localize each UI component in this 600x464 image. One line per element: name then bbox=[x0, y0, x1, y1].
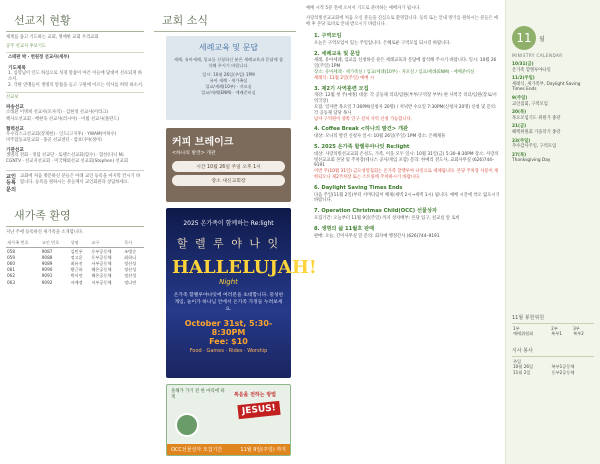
news-column bbox=[302, 0, 504, 464]
org-line-1: 생명의 전화 · 정립 선교단 · 토랜스선교회(함수) · 합선(다니 N) bbox=[6, 153, 124, 159]
cell: 9088 bbox=[41, 254, 53, 260]
prayer-label: 기도제목 bbox=[8, 65, 26, 71]
table-row bbox=[512, 331, 594, 337]
cell: 061 bbox=[7, 267, 15, 273]
cell: 서부공동체 bbox=[91, 261, 112, 267]
missionary-block bbox=[6, 55, 144, 89]
meal-title: 식사 봉사 bbox=[512, 347, 594, 357]
sent-line-2: 헥사오선교회 · 배현욱 선교사(러시아) · 이범 선교사(폴란드) bbox=[6, 116, 120, 122]
news-item-heading: 1. 구역모임 bbox=[314, 33, 342, 39]
news-item-heading: 8. 생명의 삶 11월호 판매 bbox=[314, 225, 375, 232]
cell: 9087 bbox=[41, 248, 53, 254]
cell: 서부공동체 bbox=[91, 279, 112, 285]
occ-right-text: 복음을 전하는 방법 bbox=[233, 392, 276, 398]
occ-left-text: 올해가 가기 전 한 마리에 하게 bbox=[171, 389, 225, 400]
duty-title: 11월 봉헌위원 bbox=[512, 314, 594, 324]
cell: 062 bbox=[7, 273, 15, 279]
cell: 9090 bbox=[41, 267, 53, 273]
ministry-calendar bbox=[505, 0, 600, 464]
cell: 복부2 bbox=[573, 331, 584, 337]
cell: 박서연 bbox=[70, 273, 83, 279]
cell: 동부공동체 bbox=[91, 254, 112, 260]
news-item-body: 모집기간: 오늘부터 11월 9일(주일) 까지 상자배부: 본당 입구, 친교실 앞 로비 bbox=[314, 215, 460, 221]
cell: 주일 bbox=[513, 358, 522, 364]
church-news-title: 교회 소식 bbox=[154, 4, 296, 32]
news-item-heading: 5. 2025 온가족 할렐루야나잇 Re:light bbox=[314, 143, 410, 150]
news-item bbox=[314, 127, 500, 140]
hallelujah-fee: Fee: $10 bbox=[209, 337, 248, 346]
left-column bbox=[0, 0, 150, 464]
col-parish: 교구 bbox=[90, 239, 123, 248]
prayer-item-2: 2. 각판 연맹들이 생명의 말씀을 들고 구원에 이르는 역사를 허락 하소서. bbox=[8, 83, 144, 89]
cell: 9089 bbox=[41, 261, 53, 267]
news-item-alert: 이번 주(10월 31일) 금요성령집회는 온가족 할렐루야 나잇으로 대체됩니다. 본당 주차장 사용이 제한되오니 제2주차장 또는 스트릿에 주차하시기 바랍니다. bbox=[314, 169, 499, 180]
event-text: 추수감사주일, 구역모임 bbox=[512, 144, 557, 150]
news-item bbox=[314, 227, 500, 240]
coffee-break-heading: 커피 브레이크 bbox=[172, 137, 234, 148]
news-item bbox=[314, 87, 500, 123]
cell: 서예정 bbox=[70, 279, 83, 285]
calendar-event bbox=[512, 110, 594, 121]
cell: 해온공동체 bbox=[91, 267, 112, 273]
baptism-ad-heading: 세례교육 및 문답 bbox=[198, 43, 259, 52]
calendar-event bbox=[512, 139, 594, 150]
support-line-1: 우수리스크선교회(강제현) · 인도(고지후) · YWAM(이하우) bbox=[6, 131, 117, 137]
calendar-event bbox=[512, 124, 594, 135]
missionary-name: 스테판 박 · 헌원정 선교사(세부) bbox=[8, 55, 70, 61]
news-item-body: 개강: 12월 첫 주(예정) 대상: 각 공동체 리더/임원(부부/구역장 부부) 한 사역국 리더/임원(장로/서역국장) bbox=[314, 93, 497, 105]
calendar-event bbox=[512, 96, 594, 107]
cell: 예배위원회 bbox=[513, 331, 534, 337]
occ-ad[interactable] bbox=[166, 384, 291, 456]
cell: 최유진 bbox=[70, 261, 83, 267]
sent-label: 파송선교 bbox=[6, 105, 24, 111]
table-row bbox=[6, 248, 144, 255]
hallelujah-night: Night bbox=[219, 278, 238, 286]
event-text: 온가족 할렐루야나잇 bbox=[512, 67, 551, 73]
hallelujah-desc: 온가족 할렐루야나잇에 여러분을 초대합니다. 풍성한 게임, 놀이가 하나님 안에서 온가족 가정들 누려보세요. bbox=[173, 293, 284, 312]
cell: 058 bbox=[7, 248, 15, 254]
event-date: 23(주일) bbox=[512, 138, 531, 144]
baptism-ad-date: 일시: 10월 26일(주일) 1PM bbox=[202, 72, 255, 77]
news-item-sub: 모집: 일자반 목요일 7:30PM(신청자 20명) / 저녁반 수요일 7:30PM(신청자 20명) 신청 및 문의: 각 공동체 담당 목사 bbox=[314, 104, 497, 116]
event-text: 헤렉위원회 가을학기 종강 bbox=[512, 129, 561, 135]
table-row bbox=[6, 279, 144, 285]
hallelujah-korean: 할 렐 루 야 나 잇 bbox=[176, 237, 281, 250]
register-box bbox=[6, 170, 144, 194]
newcomers-intro: 지난 주에 등록하신 새가족을 소개합니다. bbox=[6, 230, 84, 236]
hallelujah-top: 2025 온가족이 함께하는 Re:light bbox=[183, 220, 274, 227]
col-pastor: 목사 bbox=[123, 239, 144, 248]
cell: 최하나 bbox=[124, 254, 137, 260]
calendar-month-badge: 11 bbox=[512, 26, 536, 50]
baptism-ad-place-3: 입교/세례(ENM) · 예배준비실 bbox=[201, 90, 256, 95]
meal-table bbox=[512, 359, 594, 376]
calendar-event bbox=[512, 76, 594, 93]
cell: 김민우 bbox=[70, 248, 83, 254]
news-item-heading: 4. Coffee Break <하나의 발견> 개관 bbox=[314, 126, 408, 133]
news-item-body: 대상: 모나의 발견 신청자 일시: 10월 26일(주일) 1PM 장소: 은혜채플 bbox=[314, 134, 446, 140]
cell: 정산성 bbox=[124, 267, 137, 273]
org-label: 기관선교 bbox=[6, 148, 24, 154]
news-item-heading: 2. 세례교육 및 문답 bbox=[314, 50, 361, 57]
news-item-alert: 세례식: 11월 2일(주일) 예배 시 bbox=[314, 75, 374, 81]
news-item-heading: 6. Daylight Saving Times Ends bbox=[314, 184, 403, 191]
cell: 해온공동체 bbox=[91, 273, 112, 279]
calendar-event bbox=[512, 62, 594, 73]
cell: 9091 bbox=[41, 273, 53, 279]
cell: 복부1 bbox=[551, 331, 562, 337]
cell: 조병순 bbox=[124, 248, 137, 254]
news-item-heading: 3. 제2기 사역훈련 모집 bbox=[314, 85, 369, 92]
baptism-ad-place-1: 유아 세례 · 세가족실 bbox=[209, 78, 248, 83]
cell: 063 bbox=[7, 279, 15, 285]
baptism-ad-text: 세례, 유아세례, 입교를 신청하신 분은 세례교육과 문답에 참석해 주시기 바랍니다. bbox=[173, 57, 284, 68]
prayer-item-1: 1. 심령님이 인도 하심으로 성경 말씀이 아픈 이들에 답대어 선포되게 하소서. bbox=[8, 70, 142, 82]
baptism-ad[interactable] bbox=[166, 36, 291, 120]
event-text: 교인집회, 구역모임 bbox=[512, 101, 548, 107]
news-item-heading: 7. Operation Christmas Child(OCC) 선물상자 bbox=[314, 208, 437, 215]
occ-footer bbox=[167, 444, 290, 455]
news-item-alert: 남자 구역원이 양쪽 인구 걸처 사역 신청 가능합니다. bbox=[314, 116, 413, 122]
news-item-body: 다음 주일(11월 2일)부터 서머타임이 해제(새벽 2시→새벽 1시) 됩니다. 예배 시간에 착오 없으시기 바랍니다. bbox=[314, 192, 500, 204]
event-date: 10/31(금) bbox=[512, 62, 534, 67]
col-name: 성명 bbox=[70, 239, 91, 248]
col-newcomer-no: 새가족 번호 bbox=[6, 239, 41, 248]
cell: 정산성 bbox=[124, 273, 137, 279]
event-text: 목요모임기도 위원가 종강 bbox=[512, 115, 561, 121]
duty-table bbox=[512, 326, 594, 337]
child-photo-icon bbox=[175, 413, 199, 437]
news-item bbox=[314, 209, 500, 222]
cell: 10월 26일 bbox=[513, 364, 534, 370]
event-date: 27(목) bbox=[512, 152, 527, 158]
coffee-break-ad[interactable] bbox=[166, 128, 291, 202]
hallelujah-tags: Food · Games · Rides · Worship bbox=[189, 348, 268, 354]
support-line-2: 미주합동교단교회 · 몽골 선교센터 · 캄보디아(정미) bbox=[6, 138, 102, 144]
news-item bbox=[314, 145, 500, 181]
missions-heading: 공주 선교사 후보기도 bbox=[6, 44, 144, 53]
baptism-ad-place-2: 입교/세례(10부) · 자모실 bbox=[205, 84, 252, 89]
cell: 황근하 bbox=[70, 267, 83, 273]
missions-subheading: 선교보 bbox=[6, 92, 144, 101]
event-date: 21(금) bbox=[512, 124, 527, 130]
event-date: 11/2(주일) bbox=[512, 76, 535, 82]
hallelujah-night-ad[interactable] bbox=[166, 208, 317, 378]
news-item-body: 판매: 오늘, 간이사무실 앞 문의: 회자예 행정간사 (626)744–9191 bbox=[314, 233, 440, 239]
news-item-body: 오늘은 구역모임이 있는 주일입니다. 은혜로운 구역모임 되시길 바랍니다. bbox=[314, 40, 451, 46]
news-item bbox=[314, 34, 500, 47]
support-label: 협력선교 bbox=[6, 126, 24, 132]
cell: 059 bbox=[7, 254, 15, 260]
cell: 복부1공동체 bbox=[551, 364, 575, 370]
news-intro: 예배 시작 5분 전에 오셔서 기도로 준비하는 예배자가 됩시다. bbox=[306, 6, 421, 11]
news-item-body: 대상: 사랑의빛선교교회 온성도, 가족, 이웃 모두 일시: 10월 31일(금) 5:30–8:30PM 장소: 사랑의빛선교교회 본당 및 주차장(테니스 공사/게임 포함) 문의: 한예리 전도사, 교회사무실 (626)744–9191 bbox=[314, 151, 499, 169]
cell: 1부 bbox=[513, 325, 520, 331]
news-intro-2: 사랑의빛선교교회에 처음 오신 분들을 진심으로 환영합니다. 등록 또는 안내 방기를 원하시는 분들은 예배 후 본당 로비로 안내 받으시기 바랍니다. bbox=[306, 16, 499, 27]
cell: 9092 bbox=[41, 279, 53, 285]
hallelujah-title: HALLELUJAH! bbox=[172, 257, 317, 278]
occ-footer-left: OCC선물상자 모집기간 bbox=[171, 447, 223, 453]
calendar-subtitle: MINISTRY CALENDAR bbox=[512, 53, 563, 58]
event-date: 20(목) bbox=[512, 110, 527, 116]
coffee-break-place: 장소 새신교회장 bbox=[172, 175, 285, 186]
news-item bbox=[314, 186, 500, 204]
cell: 060 bbox=[7, 261, 15, 267]
hallelujah-date: October 31st, 5:30-8:30PM bbox=[184, 319, 273, 337]
cell: 동부공동체 bbox=[91, 248, 112, 254]
cell: 3부 bbox=[573, 325, 580, 331]
newcomers-header-row bbox=[6, 239, 144, 248]
missions-intro: 세계를 품고 기도하는 교회, 명예한 교회 우리교회 bbox=[6, 35, 99, 40]
cell: 정고운 bbox=[70, 254, 83, 260]
ads-column bbox=[150, 0, 317, 464]
newcomers-table bbox=[6, 239, 144, 285]
occ-jesus: JESUS! bbox=[238, 401, 281, 419]
cell: 동부2공동체 bbox=[551, 369, 575, 375]
news-item-sub: 장소: 유아세례 · 세가족실 / 입교/세례(10부) · 자모실 / 입교/세례(ENM) · 예배준비실 bbox=[314, 69, 475, 75]
news-item-body: 세례, 유아세례, 입교를 신청하신 분은 세례교육과 문답에 참석해 주시기 바랍니다. 일시: 10월 26일(주일) 1PM bbox=[314, 58, 497, 70]
event-text: 세례식, 새가족부, Daylight Saving Times Ends bbox=[512, 81, 581, 93]
coffee-break-time: 시간 10월 26일 주일 오후 1시 bbox=[172, 161, 285, 172]
event-date: 9(주일) bbox=[512, 95, 528, 101]
cell: 2부 bbox=[551, 325, 558, 331]
calendar-header bbox=[512, 26, 594, 50]
register-label: 교인 등록 문의 bbox=[6, 173, 17, 193]
occ-footer-right: 11월 9일(주일) 까지 bbox=[240, 447, 286, 453]
news-item bbox=[314, 52, 500, 82]
calendar-event bbox=[512, 153, 594, 164]
org-line-2: CGNTV · 선교지선교회 · 미국해외선교 선교회(Stephen) 선교회 bbox=[6, 159, 128, 165]
register-text: 교회에 처음 방문하신 분들은 아래 교인 등록을 마지막 칸시기 바랍니다. 등록을 원하시는 분들께서 교인회관과 상담하세요. bbox=[20, 173, 141, 185]
cell: 11월 2일 bbox=[513, 369, 531, 375]
calendar-month-label: 월 bbox=[539, 35, 545, 43]
coffee-break-sub: <하나의 발견> 개관 bbox=[172, 151, 216, 156]
cell: 정나연 bbox=[124, 279, 137, 285]
newcomers-title: 새가족 환영 bbox=[6, 199, 144, 227]
missions-title: 선교지 현황 bbox=[6, 4, 144, 32]
col-member-no: 교인 번호 bbox=[41, 239, 70, 248]
table-row bbox=[512, 370, 594, 376]
sent-line-1: 소래환 이명희 선교사(모자직) · 김현정 선교사(이라크) bbox=[6, 110, 109, 116]
cell: 정산성 bbox=[124, 261, 137, 267]
event-text: Thanksgiving Day bbox=[512, 158, 551, 164]
